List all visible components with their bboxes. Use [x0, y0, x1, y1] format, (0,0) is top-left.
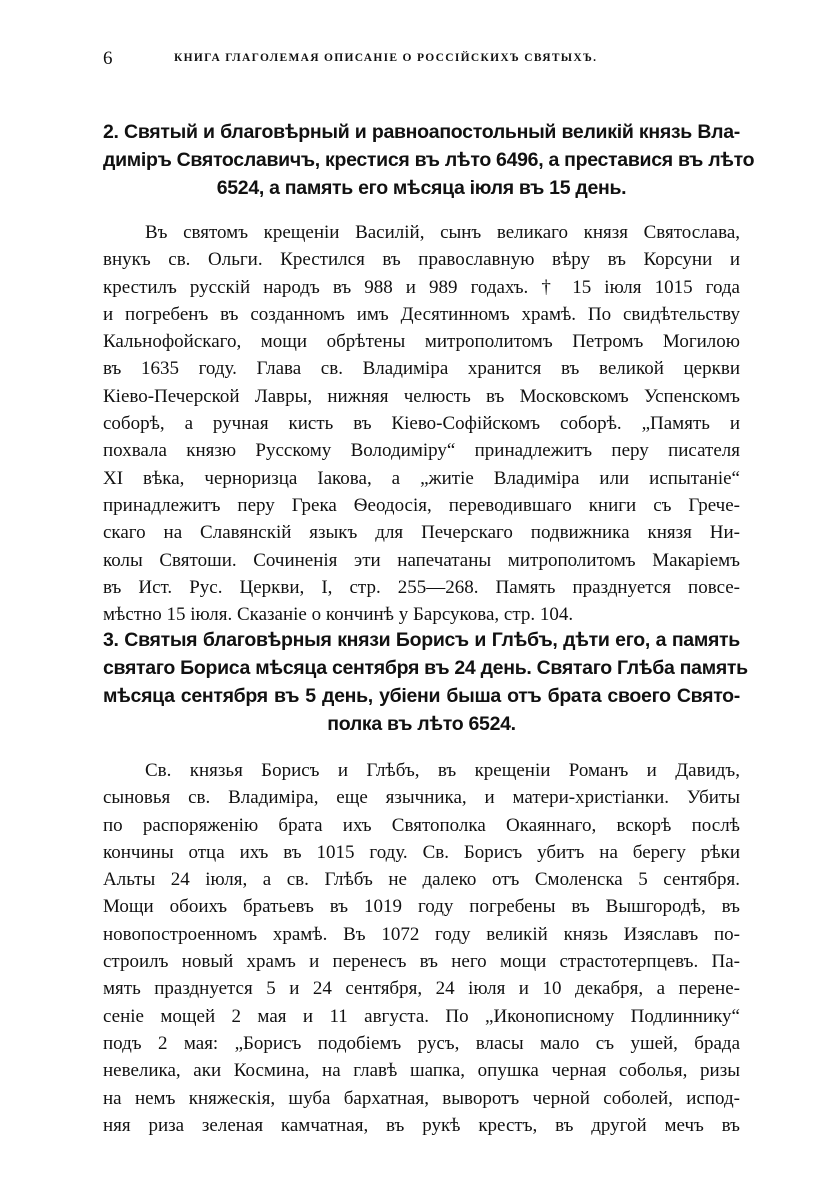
text-line: Кіево-Печерской Лавры, нижняя челюсть въ Московскомъ Успенскомъ [103, 385, 740, 407]
text-line: новопостроенномъ храмѣ. Въ 1072 году великій князь Изяславъ по- [103, 923, 740, 945]
text-line: въ 1635 году. Глава св. Владиміра хранится въ великой церкви [103, 358, 740, 380]
text-line: принадлежитъ перу Грека Ѳеодосія, переводившаго книги съ Грече- [103, 494, 740, 516]
text-line: и погребенъ въ созданномъ имъ Десятинномъ храмѣ. По свидѣтельству [103, 303, 740, 325]
text-line: похвала князю Русскому Володиміру“ принадлежитъ перу писателя [103, 440, 740, 462]
heading-line: 2. Святый и благовѣрный и равноапостольный великій князь Вла- [103, 121, 740, 143]
text-line: Въ святомъ крещеніи Василій, сынъ великаго князя Святослава, [145, 222, 740, 243]
text-line: XI вѣка, черноризца Іакова, а „житіе Владиміра или испытаніе“ [103, 467, 740, 489]
text-line: крестилъ русскій народъ въ 988 и 989 годахъ. † 15 іюля 1015 года [103, 276, 740, 298]
section-2-body [103, 219, 740, 628]
heading-line: мѣсяца сентября въ 5 день, убіени быша отъ брата своего Свято- [103, 685, 740, 707]
text-line: Альты 24 іюля, а св. Глѣбъ не далеко отъ Смоленска 5 сентября. [103, 869, 740, 891]
text-line: скаго на Славянскій языкъ для Печерскаго подвижника князя Ни- [103, 522, 740, 544]
text-line: соборѣ, а ручная кисть въ Кіево-Софійскомъ соборѣ. „Память и [103, 413, 740, 435]
section-3-body [103, 757, 740, 1139]
text-line: на немъ княжескія, шуба бархатная, выворотъ черной соболей, испод- [103, 1087, 740, 1109]
text-line: строилъ новый храмъ и перенесъ въ него мощи страстотерпцевъ. Па- [103, 951, 740, 973]
page-number: 6 [103, 48, 113, 69]
heading-line: полка въ лѣто 6524. [327, 713, 516, 735]
section-3 [103, 626, 748, 738]
section-heading [103, 626, 748, 738]
running-head: КНИГА ГЛАГОЛЕМАЯ ОПИСАНІЕ О РОССІЙСКИХЪ СВЯТЫХЪ. [174, 52, 598, 64]
text-line: мять празднуется 5 и 24 сентября, 24 іюля и 10 декабря, а перене- [103, 978, 740, 1000]
text-line: Св. князья Борисъ и Глѣбъ, въ крещеніи Романъ и Давидъ, [145, 760, 740, 781]
text-line: кончины отца ихъ въ 1015 году. Св. Борисъ убитъ на берегу рѣки [103, 841, 740, 863]
text-line: Мощи обоихъ братьевъ въ 1019 году погребены въ Вышгородѣ, въ [103, 896, 740, 918]
heading-line: диміръ Святославичъ, крестися въ лѣто 6496, а преставися въ лѣто [103, 149, 755, 171]
text-line: Кальнофойскаго, мощи обрѣтены митрополитомъ Петромъ Могилою [103, 331, 740, 353]
section-heading [103, 118, 755, 202]
text-line: сеніе мощей 2 мая и 11 августа. По „Иконописному Подлиннику“ [103, 1005, 740, 1027]
text-line: колы Святоши. Сочиненія эти напечатаны митрополитомъ Макаріемъ [103, 549, 740, 571]
text-line: въ Ист. Рус. Церкви, I, стр. 255—268. Память празднуется повсе- [103, 576, 740, 598]
text-line: няя риза зеленая камчатная, въ рукѣ крестъ, въ другой мечъ въ [103, 1114, 740, 1136]
text-line: мѣстно 15 іюля. Сказаніе о кончинѣ у Барсукова, стр. 104. [103, 604, 574, 626]
heading-line: 3. Святыя благовѣрныя князи Борисъ и Глѣбъ, дѣти его, а память [103, 629, 740, 651]
text-line: подъ 2 мая: „Борисъ подобіемъ русъ, власы мало съ ушей, брада [103, 1032, 740, 1054]
text-line: сыновья св. Владиміра, еще язычника, и матери-христіанки. Убиты [103, 787, 740, 809]
text-line: внукъ св. Ольги. Крестился въ православную вѣру въ Корсуни и [103, 249, 740, 271]
text-line: по распоряженію брата ихъ Святополка Окаяннаго, вскорѣ послѣ [103, 814, 740, 836]
heading-line: 6524, а память его мѣсяца іюля въ 15 день. [216, 177, 627, 199]
page-header [103, 48, 740, 72]
heading-line: святаго Бориса мѣсяца сентября въ 24 день. Святаго Глѣба память [103, 657, 748, 679]
text-line: невелика, аки Космина, на главѣ шапка, опушка черная соболья, ризы [103, 1060, 740, 1082]
section-2 [103, 118, 755, 202]
